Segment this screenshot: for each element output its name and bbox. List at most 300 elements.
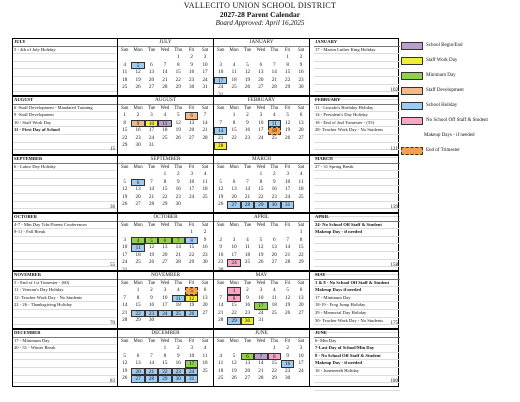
legend-label: School Holiday: [426, 103, 458, 108]
day-cell: 4: [232, 61, 236, 68]
day-cell: 8: [185, 237, 198, 245]
day-cell: 9: [176, 352, 180, 359]
legend-swatch: [401, 147, 423, 155]
day-cell: 16: [189, 69, 195, 76]
day-cell: 2: [136, 112, 140, 118]
event-item: 11 - Lincoln's Birthday Holiday: [314, 105, 400, 113]
day-header: Wed: [160, 106, 170, 111]
day-cell: 18: [122, 76, 128, 83]
day-cell: 4: [272, 112, 276, 118]
day-header: Fri: [188, 223, 195, 228]
day-header: Sat: [297, 339, 305, 344]
day-cell: 7: [219, 119, 222, 126]
day-cell: 11: [172, 295, 185, 303]
event-blank: [314, 376, 400, 384]
day-cell: 24: [285, 193, 291, 200]
day-header: Fri: [188, 48, 195, 53]
event-blank: [314, 62, 400, 70]
day-header: Mon: [133, 48, 143, 53]
day-cell: 24: [202, 76, 208, 83]
day-cell: 30: [189, 84, 195, 91]
day-cell: 16: [175, 186, 181, 193]
day-cell: 25: [218, 375, 224, 382]
right-events-february: [314, 97, 400, 154]
day-cell: 4: [246, 236, 249, 243]
day-cell: 25: [202, 193, 208, 200]
day-cell: 23: [244, 134, 251, 141]
day-cell: 12: [285, 119, 291, 126]
day-header: Sat: [201, 223, 209, 228]
day-cell: 1: [232, 112, 236, 118]
event-blank: [13, 252, 117, 260]
day-cell: 7: [150, 352, 153, 359]
day-cell: 23: [145, 310, 158, 318]
day-cell: 6: [259, 61, 263, 68]
day-cell: 20: [244, 367, 251, 374]
day-cell: 17: [254, 302, 267, 310]
event-item: 30- Teacher Work Day - No Students: [314, 318, 400, 326]
day-cell: 2: [299, 54, 303, 60]
day-cell: 13: [148, 69, 155, 76]
empty-cell: [268, 54, 281, 62]
day-cell: 6: [299, 287, 303, 293]
day-cell: 14: [258, 360, 264, 367]
school-day-count: 175: [390, 321, 398, 327]
day-header: Mon: [229, 165, 239, 170]
day-cell: 19: [122, 367, 128, 374]
day-cell: 22: [285, 76, 291, 83]
event-blank: [314, 135, 400, 143]
day-cell: 16: [244, 302, 251, 309]
day-cell: 4: [203, 171, 207, 177]
day-cell: 5: [185, 287, 198, 295]
day-cell: 19: [258, 251, 264, 258]
event-blank: [13, 310, 117, 318]
day-cell: 31: [185, 375, 198, 383]
left-events-november: [13, 272, 118, 328]
day-cell: 9: [299, 61, 303, 68]
legend-label: School Begin/End: [426, 43, 463, 48]
day-cell: 15: [189, 244, 195, 251]
event-blank: [314, 186, 400, 194]
day-header: Sat: [201, 48, 209, 53]
right-events-june: [314, 330, 400, 386]
day-cell: 8: [232, 119, 236, 126]
event-item: 18 - End of 2nd Trimester - (55): [314, 120, 400, 128]
day-cell: 22: [162, 193, 168, 200]
day-cell: 6: [185, 112, 198, 120]
day-cell: 17: [122, 251, 128, 258]
empty-cell: [118, 229, 131, 237]
day-cell: 25: [244, 259, 251, 266]
day-cell: 6: [272, 236, 276, 243]
day-cell: 30: [285, 375, 291, 382]
day-cell: 18: [135, 251, 141, 258]
day-grid: [118, 112, 213, 150]
day-cell: 22: [189, 251, 195, 258]
event-item: 28- Teacher Work Day - No Students: [314, 127, 400, 135]
day-cell: 29: [254, 201, 267, 209]
day-header: Wed: [160, 223, 170, 228]
day-header: Sun: [216, 281, 225, 286]
school-day-count: 102: [390, 88, 398, 94]
day-header: Tue: [147, 339, 156, 344]
day-header: Sat: [297, 48, 305, 53]
day-cell: 12: [231, 360, 237, 367]
day-header: Wed: [256, 106, 266, 111]
day-cell: 22: [271, 367, 277, 374]
day-cell: 12: [135, 69, 141, 76]
day-cell: 15: [285, 69, 291, 76]
day-cell: 13: [298, 119, 304, 126]
day-cell: 17: [298, 360, 304, 367]
day-cell: 28: [218, 317, 224, 324]
day-cell: 17: [185, 360, 198, 368]
calendar-band: [12, 96, 399, 155]
empty-cell: [214, 287, 227, 295]
day-cell: 21: [285, 251, 291, 258]
day-cell: 17: [214, 77, 227, 85]
day-cell: 10: [285, 178, 291, 185]
event-item: 17 - Minimum Day: [314, 295, 400, 303]
month-name: JUNE: [214, 330, 309, 338]
day-cell: 9: [190, 61, 193, 68]
event-blank: [314, 260, 400, 268]
day-cell: 8: [286, 61, 289, 68]
day-cell: 19: [218, 193, 224, 200]
month-heading: DECEMBER: [13, 330, 117, 338]
day-cell: 13: [231, 186, 237, 193]
day-cell: 9: [272, 178, 276, 185]
day-cell: 9: [246, 119, 249, 126]
legend-swatch: [401, 102, 423, 110]
day-header: Thu: [174, 106, 183, 111]
day-header: Sat: [297, 281, 305, 286]
day-cell: 14: [218, 302, 224, 309]
empty-cell: [118, 171, 131, 179]
day-header-row: [118, 47, 213, 54]
school-day-count: 70: [110, 321, 115, 327]
day-cell: 19: [285, 302, 291, 309]
day-cell: 2: [286, 345, 289, 351]
day-cell: 5: [123, 352, 126, 359]
day-cell: 15: [231, 127, 237, 134]
event-item: 22 - 26 - Thanksgiving Holiday: [13, 302, 117, 310]
day-cell: 20: [131, 368, 144, 376]
day-cell: 23: [298, 76, 304, 83]
day-header: Fri: [188, 339, 195, 344]
day-cell: 20: [271, 251, 277, 258]
day-cell: 15: [298, 244, 304, 251]
empty-cell: [227, 345, 240, 353]
day-header-row: [118, 338, 213, 345]
day-cell: 12: [244, 69, 251, 76]
day-header-row: [118, 105, 213, 112]
day-cell: 19: [231, 367, 237, 374]
day-cell: 28: [258, 375, 264, 382]
month-heading: FEBRUARY: [314, 97, 400, 105]
day-cell: 6: [150, 61, 153, 68]
day-header: Sun: [216, 339, 225, 344]
empty-cell: [172, 229, 185, 237]
legend-label: Staff Development: [426, 88, 464, 93]
day-cell: 20: [202, 302, 208, 309]
day-cell: 14: [285, 244, 291, 251]
day-cell: 27: [298, 309, 304, 316]
empty-cell: [227, 54, 240, 62]
month-heading: JANUARY: [314, 39, 400, 47]
day-cell: 10: [258, 294, 264, 301]
day-cell: 16: [202, 244, 208, 251]
month-heading: MARCH: [314, 156, 400, 164]
day-cell: 14: [175, 244, 181, 251]
day-header: Wed: [256, 48, 266, 53]
day-cell: 5: [176, 112, 180, 118]
day-cell: 14: [122, 302, 128, 309]
day-cell: 23: [135, 134, 141, 141]
day-cell: 17: [148, 127, 155, 134]
day-cell: 25: [202, 367, 208, 374]
day-header: Wed: [256, 281, 266, 286]
day-cell: 26: [285, 309, 291, 316]
day-cell: 18: [271, 302, 277, 309]
day-cell: 15: [162, 186, 168, 193]
day-grid: [118, 287, 213, 325]
day-cell: 27: [131, 375, 144, 383]
day-cell: 3: [232, 236, 236, 243]
empty-cell: [158, 229, 171, 237]
day-header: Sun: [120, 223, 129, 228]
event-item: 27 - 31 Spring Break: [314, 164, 400, 172]
day-cell: 3: [259, 287, 263, 293]
school-day-count: 36: [110, 205, 115, 211]
day-cell: 22: [131, 310, 144, 318]
day-cell: 15: [231, 302, 237, 309]
day-cell: 12: [148, 244, 155, 251]
day-cell: 2: [176, 345, 180, 351]
left-events-august: [13, 97, 118, 154]
day-cell: 1: [163, 345, 167, 351]
day-cell: 28: [241, 201, 254, 209]
event-item: 20 - 31 - Winter Break: [13, 345, 117, 353]
day-cell: 18: [175, 302, 181, 309]
month-heading: OCTOBER: [13, 214, 117, 222]
school-day-count: 180: [390, 379, 398, 385]
day-header: Mon: [229, 106, 239, 111]
event-blank: [314, 237, 400, 245]
month-calendar-february: [214, 97, 310, 154]
school-day-count: 158: [390, 263, 398, 269]
day-cell: 15: [271, 360, 277, 367]
day-cell: 7: [272, 61, 276, 68]
legend-label: End of Trimester: [426, 148, 460, 153]
day-cell: 19: [148, 251, 155, 258]
day-cell: 16: [135, 127, 141, 134]
day-header: Tue: [243, 165, 252, 170]
day-header-row: [214, 222, 309, 229]
event-blank: [314, 69, 400, 77]
day-cell: 31: [281, 201, 294, 209]
day-header: Thu: [174, 339, 183, 344]
right-events-april: [314, 214, 400, 270]
day-cell: 23: [218, 259, 224, 266]
day-cell: 29: [135, 317, 141, 324]
day-cell: 28: [214, 142, 227, 150]
empty-cell: [214, 345, 227, 353]
right-events-may: [314, 272, 400, 328]
day-cell: 13: [244, 360, 251, 367]
day-cell: 9: [286, 352, 289, 359]
day-header: Tue: [147, 165, 156, 170]
day-cell: 31: [202, 84, 208, 91]
event-blank: [13, 194, 117, 202]
day-cell: 17: [202, 69, 208, 76]
day-cell: 2: [246, 287, 249, 293]
day-cell: 10: [189, 178, 195, 185]
day-header: Mon: [229, 223, 239, 228]
day-cell: 11: [271, 294, 277, 301]
event-item: 16 - Juneteenth Holiday: [314, 368, 400, 376]
day-cell: 21: [218, 309, 224, 316]
day-cell: 6: [241, 353, 254, 361]
day-header: Sun: [216, 106, 225, 111]
day-cell: 1: [123, 112, 126, 118]
event-item: 17 - Martin Luther King Holiday: [314, 47, 400, 55]
day-cell: 11: [158, 120, 171, 128]
day-cell: 12: [185, 295, 198, 303]
day-header-row: [214, 47, 309, 54]
day-header-row: [118, 280, 213, 287]
day-header: Sun: [120, 48, 129, 53]
day-cell: 15: [162, 360, 168, 367]
day-header: Tue: [243, 339, 252, 344]
day-cell: 3: [190, 171, 193, 177]
day-cell: 3: [150, 112, 153, 118]
legend-swatch: [401, 117, 423, 125]
empty-cell: [118, 287, 131, 295]
day-cell: 2: [176, 171, 180, 177]
day-header: Wed: [256, 223, 266, 228]
day-cell: 18: [218, 367, 224, 374]
day-cell: 20: [148, 76, 155, 83]
day-cell: 26: [175, 134, 181, 141]
event-blank: [13, 179, 117, 187]
day-cell: 16: [298, 69, 304, 76]
day-header: Sun: [120, 106, 129, 111]
event-item: 6 -Staff Development - Mandated Training: [13, 105, 117, 113]
month-calendar-october: [118, 214, 214, 273]
calendar-title: 2027-28 Parent Calendar: [219, 10, 301, 19]
day-cell: 11: [122, 69, 128, 76]
day-cell: 12: [175, 119, 181, 126]
day-header: Thu: [270, 48, 279, 53]
day-cell: 8: [136, 294, 140, 301]
day-cell: 25: [231, 84, 237, 91]
day-cell: 21: [162, 76, 168, 83]
day-grid: [118, 54, 213, 92]
event-blank: [13, 77, 117, 85]
day-cell: 10: [145, 120, 158, 128]
day-cell: 1: [286, 54, 289, 60]
day-cell: 31: [218, 91, 224, 98]
day-cell: 3: [286, 171, 289, 177]
day-grid: [214, 54, 309, 100]
day-cell: 8: [268, 353, 281, 361]
day-cell: 5: [286, 287, 289, 293]
day-cell: 21: [175, 251, 181, 258]
day-header: Fri: [284, 339, 291, 344]
day-cell: 1: [272, 345, 276, 351]
day-cell: 30: [135, 142, 141, 149]
day-cell: 23: [202, 251, 208, 258]
day-header: Fri: [284, 165, 291, 170]
day-cell: 7: [219, 294, 222, 301]
day-cell: 14: [244, 186, 251, 193]
day-cell: 27: [244, 375, 251, 382]
day-grid: [118, 345, 213, 383]
month-calendar-november: [118, 272, 214, 328]
empty-cell: [281, 229, 294, 237]
day-cell: 3: [219, 61, 222, 68]
day-cell: 4: [299, 171, 303, 177]
day-header: Sat: [297, 223, 305, 228]
day-cell: 19: [122, 193, 128, 200]
day-cell: 15: [258, 186, 264, 193]
day-cell: 18: [202, 360, 208, 367]
day-header: Sat: [201, 106, 209, 111]
day-cell: 5: [219, 178, 222, 185]
day-cell: 3: [259, 112, 263, 118]
district-name: VALLECITO UNION SCHOOL DISTRICT: [183, 1, 337, 10]
empty-cell: [241, 54, 254, 62]
event-blank: [13, 202, 117, 210]
day-cell: 11: [244, 244, 250, 251]
left-events-october: [13, 214, 118, 270]
month-calendar-august: [118, 97, 214, 154]
day-cell: 27: [162, 259, 168, 266]
day-cell: 16: [175, 360, 181, 367]
day-cell: 3: [190, 345, 193, 351]
day-cell: 25: [135, 259, 141, 266]
day-cell: 1: [176, 54, 180, 60]
month-calendar-january: [214, 39, 310, 98]
day-cell: 4: [203, 345, 207, 351]
legend-item: [401, 53, 519, 68]
month-heading: APRIL: [314, 214, 400, 222]
left-events-december: [13, 330, 118, 386]
event-item: Makeup Days if needed: [314, 287, 400, 295]
day-header: Wed: [160, 281, 170, 286]
day-cell: 1: [299, 229, 303, 235]
day-cell: 8: [176, 61, 180, 68]
event-blank: [13, 353, 117, 361]
day-cell: 17: [258, 127, 264, 134]
legend-item: [401, 83, 519, 98]
day-cell: 29: [271, 375, 277, 382]
day-cell: 26: [244, 84, 251, 91]
day-cell: 4: [219, 352, 222, 359]
day-cell: 11: [202, 178, 208, 185]
day-cell: 12: [122, 360, 128, 367]
day-cell: 22: [122, 134, 128, 141]
day-header: Tue: [147, 281, 156, 286]
event-blank: [314, 244, 400, 252]
day-cell: 6: [203, 287, 207, 293]
empty-cell: [118, 54, 131, 62]
day-cell: 18: [162, 127, 168, 134]
day-cell: 30: [202, 259, 208, 266]
day-cell: 14: [202, 119, 208, 126]
